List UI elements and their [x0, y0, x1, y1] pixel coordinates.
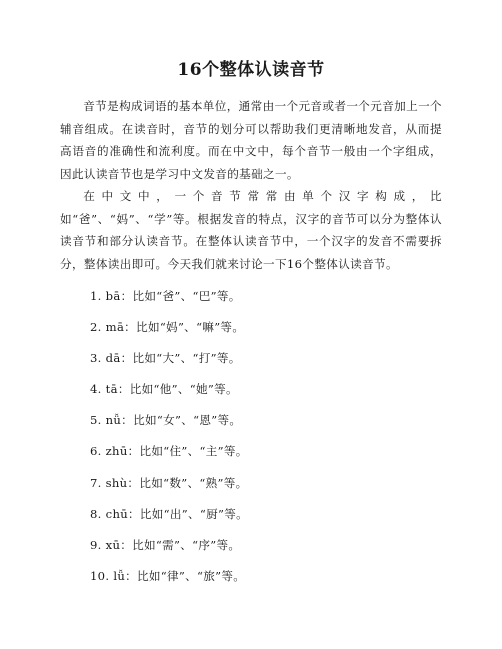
- list-item: 10. lǚ：比如“律”、“旅”等。: [90, 568, 246, 583]
- list-item: 2. mā：比如“妈”、“嘛”等。: [90, 320, 245, 335]
- list-item: 1. bā：比如“爸”、“巴”等。: [90, 289, 241, 303]
- intro-paragraph: 音节是构成词语的基本单位，通常由一个元音或者一个元音加上一个辅音组成。在读音时，音节的划分可以帮助我们更清晰地发音，从而提高语音的准确性和流利度。而在中文中，每个音节一般由一个字组成，因此认读音节也是学习中文发音的基础之一。: [60, 99, 442, 181]
- list-item: 8. chū：比如“出”、“厨”等。: [90, 506, 249, 521]
- list-item: 5. nǚ：比如“女”、“恩”等。: [90, 413, 242, 428]
- page-title: 16个整体认读音节: [177, 60, 325, 80]
- second-paragraph: 在中文中，一个音节常常由单个汉字构成，比如“爸”、“妈”、“学”等。根据发音的特点，汉字的音节可以分为整体认读音节和部分认读音节。在整体认读音节中，一个汉字的发音不需要拆分，整体读出即可。今天我们就来讨论一下16个整体认读音节。: [60, 189, 442, 271]
- list-item: 6. zhū：比如“住”、“主”等。: [90, 444, 248, 459]
- syllable-list: [90, 286, 248, 597]
- list-item: 9. xū：比如“需”、“序”等。: [90, 537, 241, 552]
- list-item: 4. tā：比如“他”、“她”等。: [90, 382, 238, 397]
- list-item: 3. dā：比如“大”、“打”等。: [90, 351, 241, 366]
- list-item: 7. shù：比如“数”、“熟”等。: [90, 475, 248, 490]
